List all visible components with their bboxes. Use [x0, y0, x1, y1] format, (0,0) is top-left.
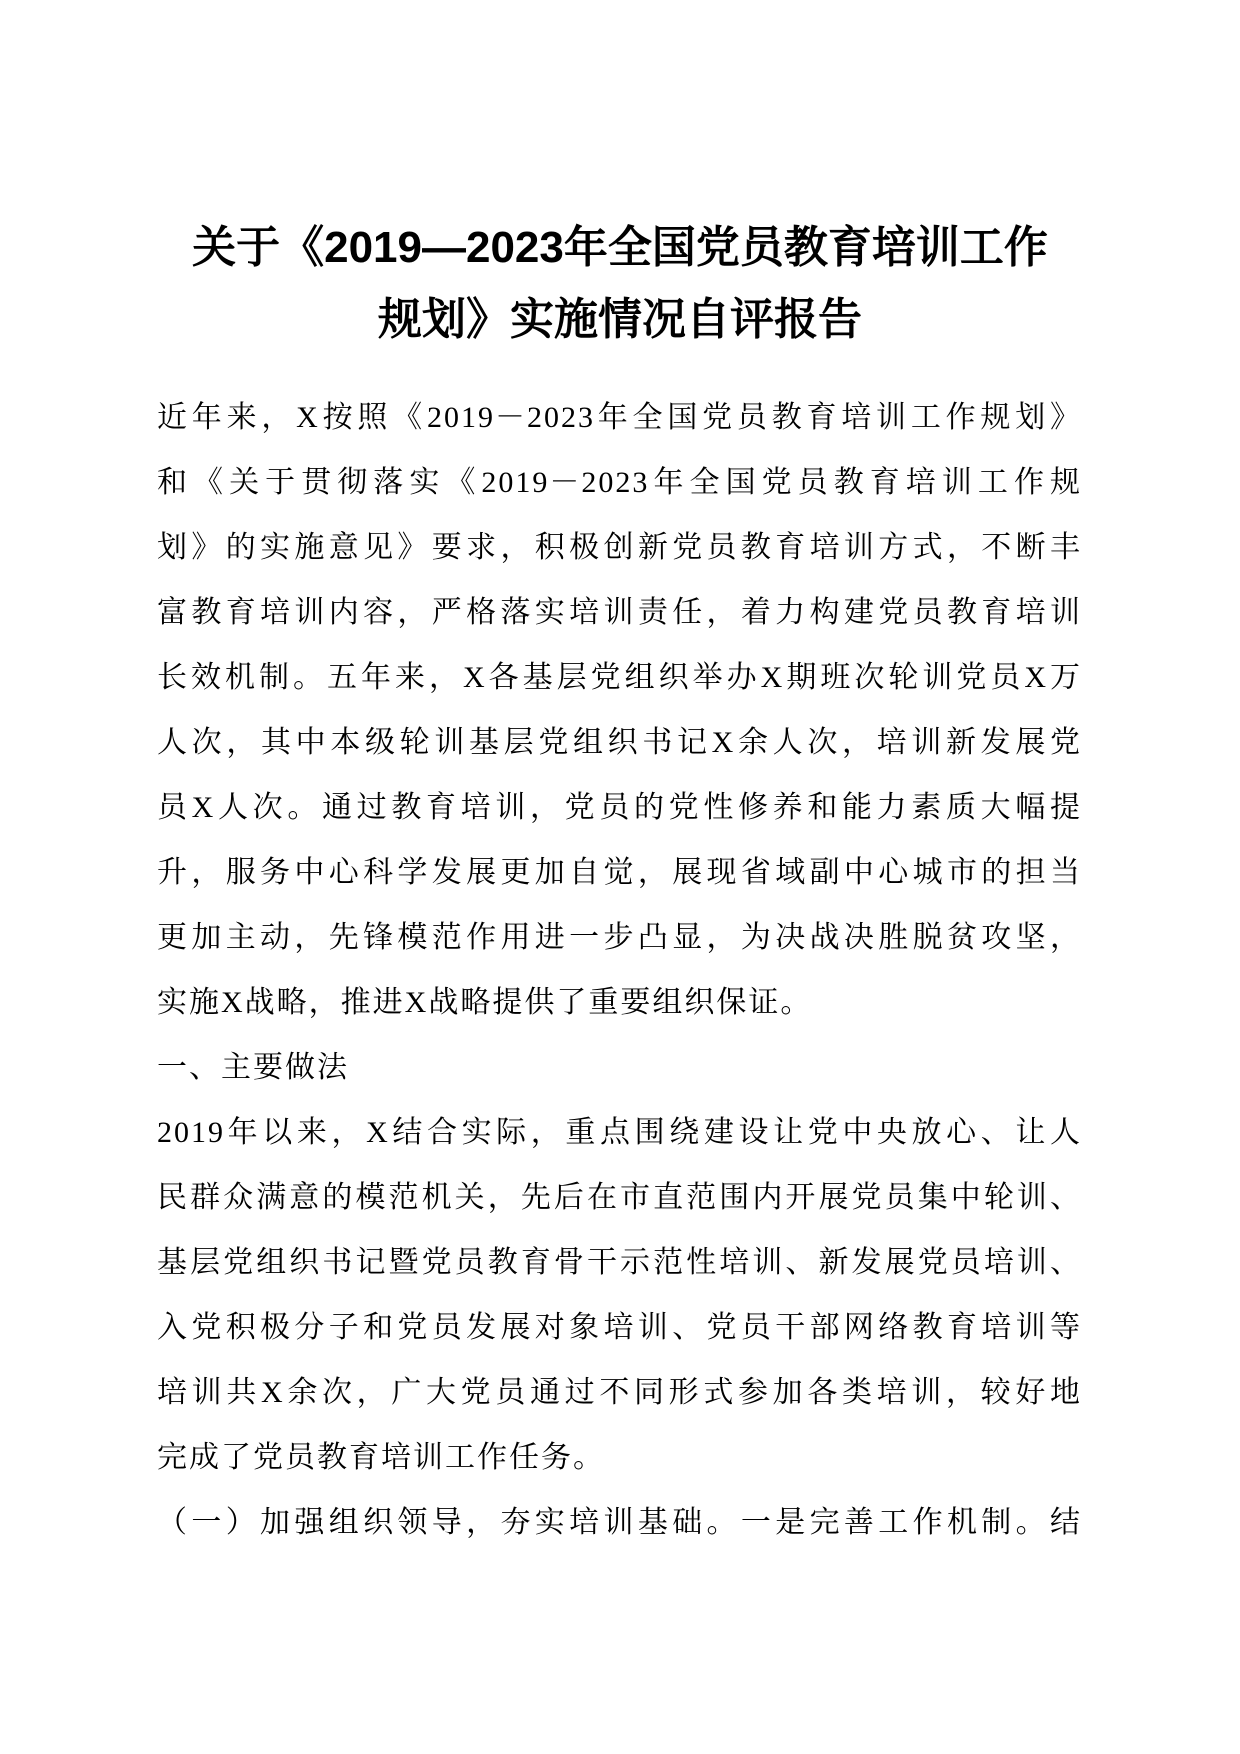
body-text-line: 人次，其中本级轮训基层党组织书记X余人次，培训新发展党: [157, 726, 1082, 759]
document-body: [157, 385, 1082, 1555]
body-text-line: 2019年以来，X结合实际，重点围绕建设让党中央放心、让人: [157, 1116, 1082, 1149]
body-text-line: 员X人次。通过教育培训，党员的党性修养和能力素质大幅提: [157, 791, 1082, 824]
body-text-line: 民群众满意的模范机关，先后在市直范围内开展党员集中轮训、: [157, 1181, 1082, 1214]
document-title: [150, 212, 1090, 356]
body-text-line: 基层党组织书记暨党员教育骨干示范性培训、新发展党员培训、: [157, 1246, 1082, 1279]
body-text-line: 和《关于贯彻落实《2019－2023年全国党员教育培训工作规: [157, 466, 1082, 499]
body-text-line: 更加主动，先锋模范作用进一步凸显，为决战决胜脱贫攻坚，: [157, 921, 1082, 954]
body-text-line: 培训共X余次，广大党员通过不同形式参加各类培训，较好地: [157, 1376, 1082, 1409]
title-line: 规划》实施情况自评报告: [378, 295, 862, 344]
body-text-line: 富教育培训内容，严格落实培训责任，着力构建党员教育培训: [157, 596, 1082, 629]
body-text-line: 划》的实施意见》要求，积极创新党员教育培训方式，不断丰: [157, 531, 1082, 564]
body-text-line: （一）加强组织领导，夯实培训基础。一是完善工作机制。结: [157, 1506, 1082, 1539]
body-text-line: 升，服务中心科学发展更加自觉，展现省域副中心城市的担当: [157, 856, 1082, 889]
title-line: 关于《2019—2023年全国党员教育培训工作: [192, 223, 1048, 272]
body-text-line: 实施X战略，推进X战略提供了重要组织保证。: [157, 986, 813, 1019]
body-text-line: 完成了党员教育培训工作任务。: [157, 1441, 605, 1474]
section-heading: 一、主要做法: [157, 1051, 349, 1084]
body-text-line: 近年来，X按照《2019－2023年全国党员教育培训工作规划》: [157, 401, 1082, 434]
body-text-line: 长效机制。五年来，X各基层党组织举办X期班次轮训党员X万: [157, 661, 1082, 694]
body-text-line: 入党积极分子和党员发展对象培训、党员干部网络教育培训等: [157, 1311, 1082, 1344]
